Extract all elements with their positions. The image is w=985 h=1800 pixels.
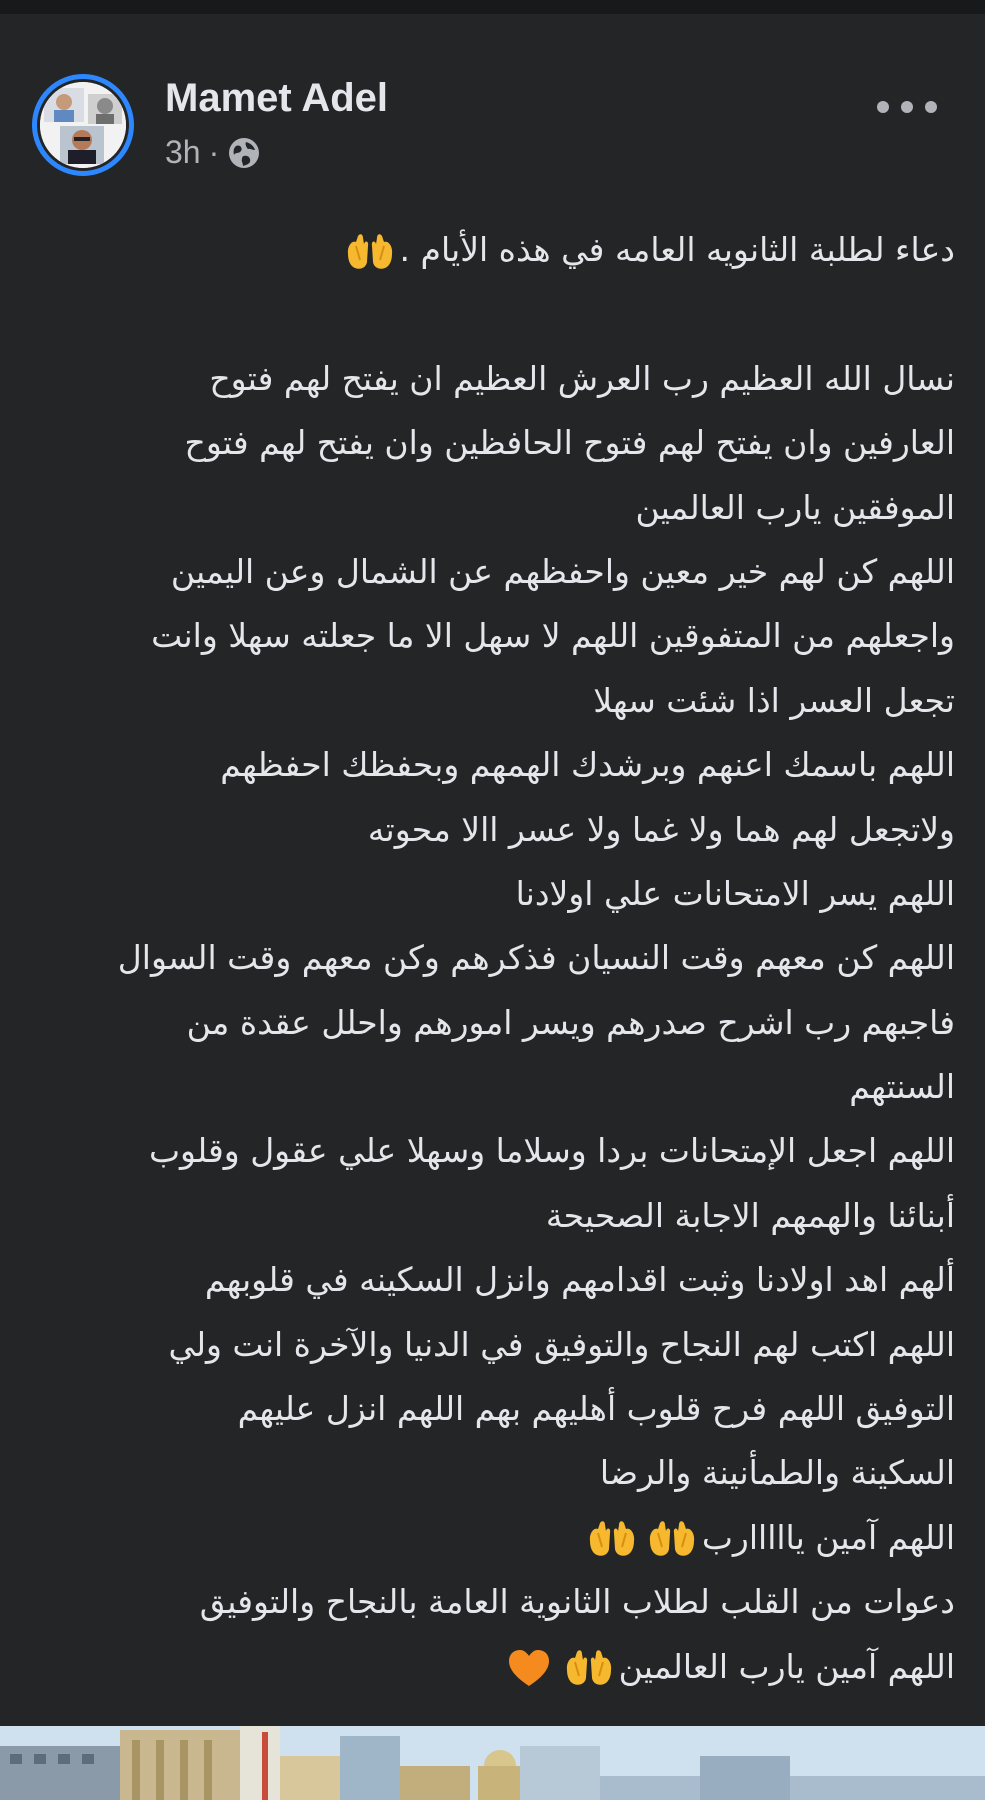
avatar[interactable] [40,82,126,168]
post-text-line [20,1377,955,1441]
post-meta [165,134,261,171]
post-text-line-content: اللهم يسر الامتحانات علي اولادنا [515,873,955,913]
post-text-line-content: أبنائنا والهمهم الاجابة الصحيحة [545,1195,955,1235]
post-text-line-content: واجعلهم من المتفوقين اللهم لا سهل الا ما جعلته سهلا وانت [151,616,955,656]
post-text-line-content: ولاتجعل لهم هما ولا غما ولا عسر االا محوته [367,809,955,849]
post-text-line-content: اللهم آمين يااااارب [701,1517,955,1557]
post-text-line [20,1119,955,1183]
post-text-line-content: التوفيق اللهم فرح قلوب أهليهم بهم اللهم انزل عليهم [237,1389,955,1429]
more-dot [925,101,937,113]
post-text-line-content: دعوات من القلب لطلاب الثانوية العامة بالنجاح والتوفيق [199,1582,955,1622]
post-text-line-content: السنتهم [849,1067,955,1107]
post-text-line-content: العارفين وان يفتح لهم فتوح الحافظين وان يفتح لهم فتوح [184,423,955,463]
post-text-line [20,1055,955,1119]
meta-separator: · [208,134,220,170]
post-text-line-content: فاجبهم رب اشرح صدرهم ويسر امورهم واحلل عقدة من [186,1002,955,1042]
post-text-line-content: دعاء لطلبة الثانويه العامه في هذه الأيام . [399,230,955,269]
post-text-line [20,926,955,990]
raising-hands-emoji [586,1519,638,1559]
post-text-line-content: اللهم باسمك اعنهم وبرشدك الهمهم وبحفظك احفظهم [220,745,955,785]
post-text-line [20,991,955,1055]
more-dot [877,101,889,113]
post-text-line [20,476,955,540]
post-text-line-content: نسال الله العظيم رب العرش العظيم ان يفتح لهم فتوح [209,358,955,398]
post-text-line [20,282,955,346]
raising-hands-emoji [563,1648,615,1688]
post-text-line [20,1506,955,1570]
orange-heart-emoji [503,1648,555,1688]
post-text-line-content: اللهم اكتب لهم النجاح والتوفيق في الدنيا والآخرة انت ولي [168,1324,955,1364]
post-text-line [20,540,955,604]
post-header [0,14,985,194]
top-bar [0,0,985,14]
post-text-line-content: اللهم كن معهم وقت النسيان فذكرهم وكن معهم وقت السوال [117,938,955,978]
post-text-line-content: ألهم اهد اولادنا وثبت اقدامهم وانزل السكينه في قلوبهم [204,1260,955,1300]
avatar-photo-collage [40,82,126,168]
post-text-line [20,218,955,282]
post-text-line [20,1248,955,1312]
post-text-line [20,1313,955,1377]
post-text-line [20,1570,955,1634]
post-text-line [20,798,955,862]
more-options-button[interactable] [877,92,937,122]
avatar-story-ring[interactable] [32,74,134,176]
post-text-line [20,669,955,733]
post-text-line [20,862,955,926]
post-text-line [20,411,955,475]
post-photo[interactable] [0,1726,985,1800]
post-text-line-content: السكينة والطمأنينة والرضا [599,1453,955,1493]
raising-hands-emoji [344,232,396,272]
photo-cityscape-image [0,1726,985,1800]
post-text-line-content: تجعل العسر اذا شئت سهلا [593,680,955,720]
post-text-line [20,733,955,797]
post-text-line [20,1184,955,1248]
post-text-line-content: اللهم آمين يارب العالمين [618,1646,955,1686]
post-card [0,14,985,1710]
post-text-line [20,347,955,411]
post-time[interactable]: 3h [165,134,201,170]
more-dot [901,101,913,113]
post-text-line [20,1635,955,1699]
author-name[interactable]: Mamet Adel [165,76,389,120]
post-text-line-content: الموفقين يارب العالمين [635,487,955,527]
post-text-line [20,1441,955,1505]
raising-hands-emoji [646,1519,698,1559]
post-text-line-content: اللهم اجعل الإمتحانات بردا وسلاما وسهلا علي عقول وقلوب [148,1131,955,1171]
post-text-line [20,604,955,668]
post-text [20,218,955,1699]
globe-icon [227,136,261,170]
post-text-line-content: اللهم كن لهم خير معين واحفظهم عن الشمال وعن اليمين [170,551,955,591]
